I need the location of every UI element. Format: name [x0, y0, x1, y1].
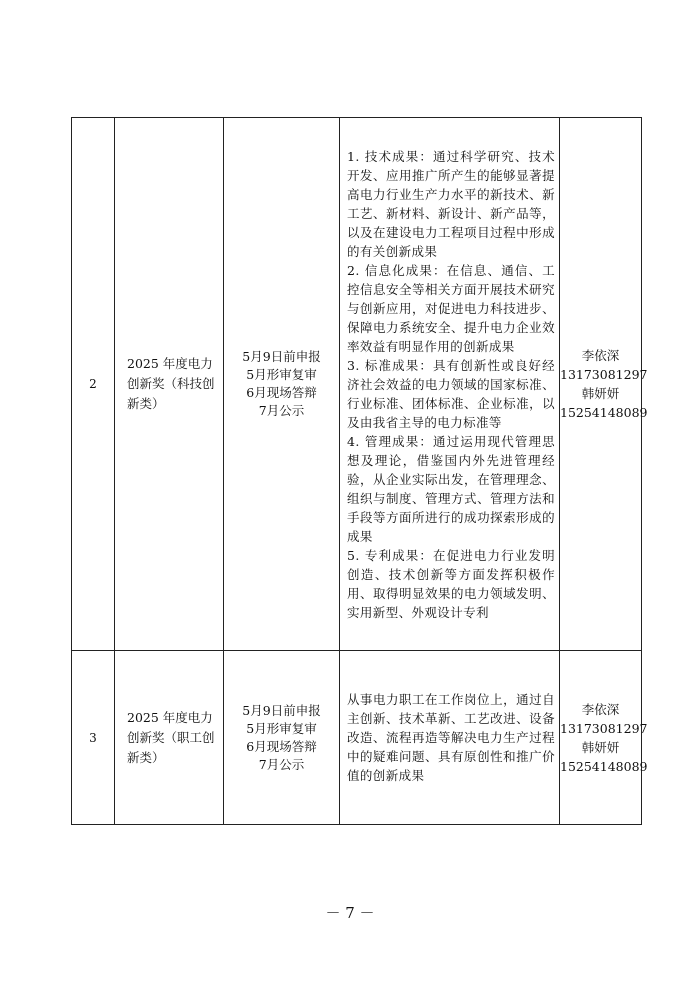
- description-paragraph: 1. 技术成果：通过科学研究、技术开发、应用推广所产生的能够显著提高电力行业生产力水平的新技术、新工艺、新材料、新设计、新产品等，以及在建设电力工程项目过程中形成的有关创新成果: [347, 148, 555, 259]
- table-row: [72, 118, 642, 651]
- description-paragraph: 3. 标准成果：具有创新性或良好经济社会效益的电力领域的国家标准、行业标准、团体标准、企业标准，以及由我省主导的电力标准等: [347, 357, 555, 430]
- table-row: [72, 651, 642, 825]
- award-name: 2025 年度电力创新奖（科技创新类）: [115, 118, 224, 651]
- description-paragraph: 从事电力职工在工作岗位上，通过自主创新、技术革新、工艺改进、设备改造、流程再造等解决电力生产过程中的疑难问题、具有原创性和推广价值的创新成果: [347, 692, 555, 783]
- contact-cell: [560, 118, 648, 651]
- contact-name: 李依深: [581, 701, 620, 717]
- description-paragraph: 4. 管理成果：通过运用现代管理思想及理论，借鉴国内外先进管理经验，从企业实际出发，在管理理念、组织与制度、管理方式、管理方法和手段等方面所进行的成功探索形成的成果: [347, 433, 555, 544]
- schedule-line: 5月形审复审: [246, 720, 317, 736]
- description-cell: [340, 651, 560, 825]
- description-paragraph: 2. 信息化成果：在信息、通信、工控信息安全等相关方面开展技术研究与创新应用，对促进电力科技进步、保障电力系统安全、提升电力企业效率效益有明显作用的创新成果: [347, 262, 555, 354]
- contact-phone: 15254148089: [560, 405, 648, 420]
- page-number: － 7 －: [325, 904, 375, 922]
- contact-phone: 13173081297: [560, 720, 648, 736]
- schedule-line: 6月现场答辩: [246, 738, 317, 754]
- schedule-line: 7月公示: [258, 403, 305, 418]
- contact-phone: 15254148089: [560, 758, 648, 774]
- description-cell: [340, 118, 560, 651]
- contact-name: 韩妍妍: [581, 386, 620, 401]
- row-number: 2: [72, 118, 115, 651]
- schedule-line: 5月9日前申报: [242, 349, 321, 364]
- schedule-cell: [224, 118, 340, 651]
- schedule-line: 7月公示: [258, 756, 305, 772]
- description-paragraph: 5. 专利成果：在促进电力行业发明创造、技术创新等方面发挥积极作用、取得明显效果的电力领域发明、实用新型、外观设计专利: [347, 547, 555, 620]
- contact-name: 韩妍妍: [581, 739, 620, 755]
- contact-phone: 13173081297: [560, 367, 648, 382]
- schedule-line: 5月形审复审: [246, 367, 317, 382]
- row-number: 3: [72, 651, 115, 825]
- contact-name: 李依深: [581, 348, 620, 363]
- schedule-cell: [224, 651, 340, 825]
- awards-table: [71, 117, 648, 825]
- contact-cell: [560, 651, 648, 825]
- schedule-line: 6月现场答辩: [246, 385, 317, 400]
- award-name: 2025 年度电力创新奖（职工创新类）: [115, 651, 224, 825]
- schedule-line: 5月9日前申报: [242, 702, 321, 718]
